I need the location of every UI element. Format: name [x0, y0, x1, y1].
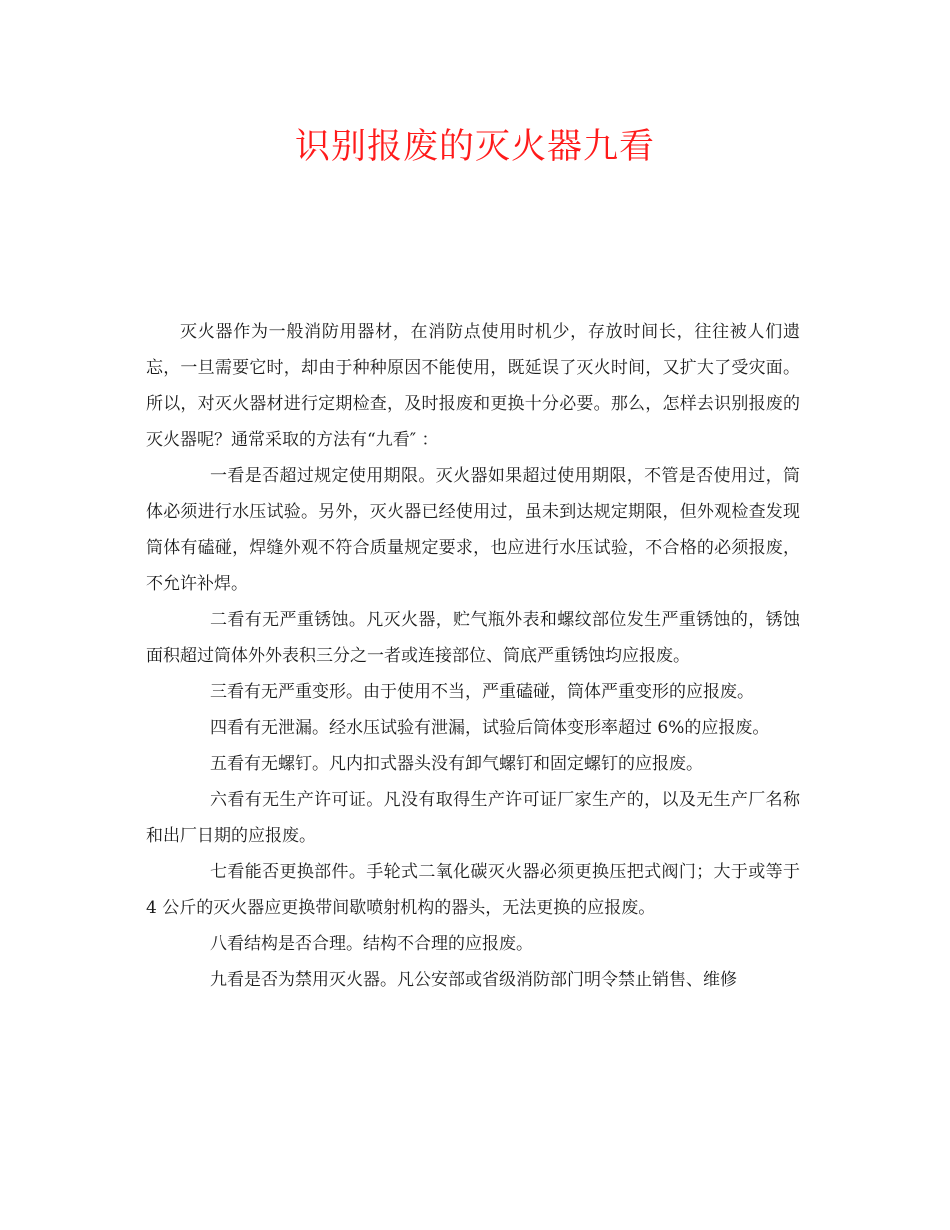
point-3-paragraph: 三看有无严重变形。由于使用不当，严重磕碰，筒体严重变形的应报废。 [210, 682, 754, 702]
intro-paragraph: 灭火器作为一般消防用器材，在消防点使用时机少，存放时间长，往往被人们遗忘，一旦需要它时，却由于种种原因不能使用，既延误了灭火时间，又扩大了受灾面。所以，对灭火器材进行定期检查，及时报废和更换十分必要。那么，怎样去识别报废的灭火器呢？通常采取的方法有“九看″ ： [146, 322, 800, 450]
point-6-paragraph: 六看有无生产许可证。凡没有取得生产许可证厂家生产的，以及无生产厂名称和出厂日期的应报废。 [146, 790, 800, 846]
point-5-paragraph: 五看有无螺钉。凡内扣式器头没有卸气螺钉和固定螺钉的应报废。 [210, 754, 703, 774]
point-9-paragraph: 九看是否为禁用灭火器。凡公安部或省级消防部门明令禁止销售、维修 [210, 970, 737, 990]
point-2-paragraph: 二看有无严重锈蚀。凡灭火器，贮气瓶外表和螺纹部位发生严重锈蚀的，锈蚀面积超过筒体外外表积三分之一者或连接部位、筒底严重锈蚀均应报废。 [146, 610, 800, 666]
page-title: 识别报废的灭火器九看 [294, 127, 655, 167]
document-body [146, 314, 800, 998]
point-8-paragraph: 八看结构是否合理。结构不合理的应报废。 [210, 934, 533, 954]
point-7-paragraph: 七看能否更换部件。手轮式二氧化碳灭火器必须更换压把式阀门；大于或等于 4 公斤的灭火器应更换带间歇喷射机构的器头，无法更换的应报废。 [146, 862, 800, 918]
point-1-paragraph: 一看是否超过规定使用期限。灭火器如果超过使用期限，不管是否使用过，筒体必须进行水压试验。另外，灭火器已经使用过，虽未到达规定期限，但外观检查发现筒体有磕碰，焊缝外观不符合质量规定要求，也应进行水压试验，不合格的必须报废，不允许补焊。 [146, 466, 800, 594]
point-4-paragraph: 四看有无泄漏。经水压试验有泄漏，试验后筒体变形率超过 6%的应报废。 [210, 718, 770, 738]
